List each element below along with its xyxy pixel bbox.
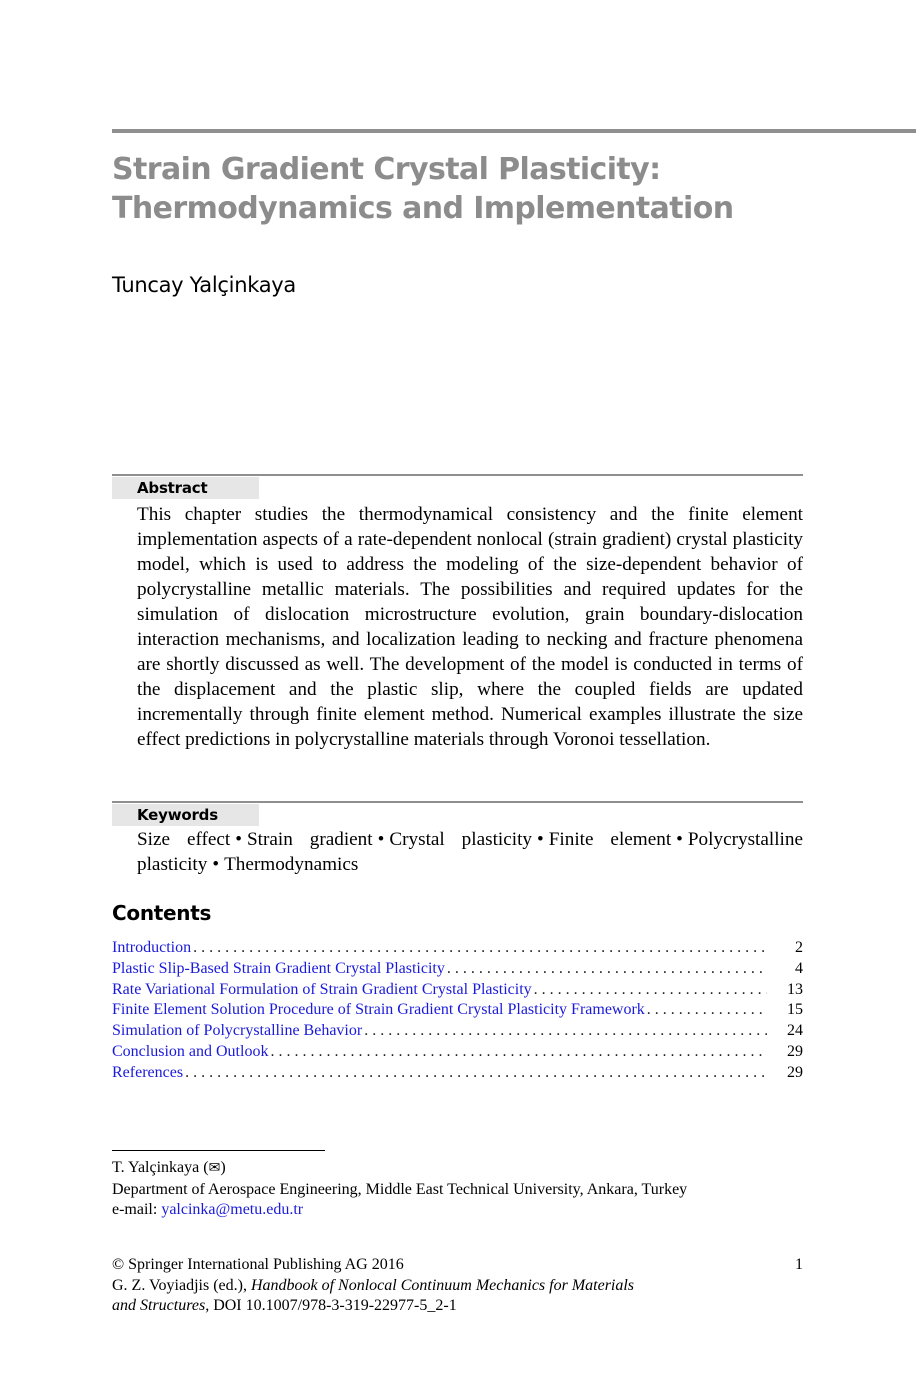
publication-footer	[112, 1255, 712, 1317]
keywords-label: Keywords	[137, 806, 218, 824]
author-name: Tuncay Yalçinkaya	[112, 273, 296, 297]
envelope-icon: ✉	[208, 1161, 221, 1176]
email-label: e-mail:	[112, 1201, 158, 1218]
title-line-2: Thermodynamics and Implementation	[112, 191, 734, 226]
doi-line: , DOI 10.1007/978-3-319-22977-5_2-1	[205, 1297, 457, 1314]
keywords-rule	[112, 801, 803, 803]
footnote-rule	[112, 1150, 325, 1151]
editor-line: G. Z. Voyiadjis (ed.),	[112, 1276, 247, 1294]
keyword: Thermodynamics	[224, 854, 359, 875]
toc-leader-dots	[362, 1021, 767, 1042]
keyword: Strain gradient	[246, 829, 373, 850]
toc-link-conclusion[interactable]: Conclusion and Outlook	[112, 1042, 269, 1060]
toc-leader-dots	[191, 938, 767, 959]
author-footnote: T. Yalçinkaya (✉) Department of Aerospace Engineering, Middle East Technical University, Ankara, Turkey e-mail: yalcinka@metu.edu.tr	[112, 1159, 688, 1218]
toc-link-rate-variational[interactable]: Rate Variational Formulation of Strain Gradient Crystal Plasticity	[112, 980, 532, 998]
toc-page-number: 24	[787, 1022, 803, 1040]
toc-leader-dots	[645, 1000, 767, 1021]
chapter-title	[112, 150, 872, 228]
top-rule	[112, 129, 916, 133]
toc-link-plastic-slip[interactable]: Plastic Slip-Based Strain Gradient Crystal Plasticity	[112, 959, 445, 977]
page-number: 1	[795, 1256, 803, 1273]
toc-page-number: 15	[787, 1001, 803, 1019]
toc-page-number: 2	[795, 939, 803, 956]
table-of-contents	[112, 938, 803, 1084]
footnote-author-name: T. Yalçinkaya	[112, 1159, 200, 1176]
bullet-separator: •	[676, 829, 683, 850]
abstract-label: Abstract	[137, 479, 208, 497]
toc-leader-dots	[183, 1063, 767, 1084]
toc-entry[interactable]	[112, 1063, 803, 1084]
toc-link-references[interactable]: References	[112, 1063, 184, 1081]
bullet-separator: •	[537, 829, 544, 850]
toc-entry[interactable]	[112, 938, 803, 959]
toc-entry[interactable]	[112, 959, 803, 980]
keyword: Finite element	[548, 829, 672, 850]
toc-leader-dots	[268, 1042, 767, 1063]
toc-page-number: 13	[787, 980, 803, 998]
toc-link-simulation[interactable]: Simulation of Polycrystalline Behavior	[112, 1022, 363, 1040]
bullet-separator: •	[235, 829, 242, 850]
keyword: Polycrystalline plasticity	[137, 829, 803, 875]
title-line-1: Strain Gradient Crystal Plasticity:	[112, 152, 661, 187]
toc-entry[interactable]	[112, 1021, 803, 1042]
keyword: Size effect	[137, 829, 231, 850]
footnote-affiliation: Department of Aerospace Engineering, Middle East Technical University, Ankara, Turkey	[112, 1180, 688, 1198]
book-title-part-2: and Structures	[112, 1297, 206, 1314]
toc-link-introduction[interactable]: Introduction	[112, 939, 192, 956]
toc-leader-dots	[445, 959, 767, 980]
abstract-rule	[112, 474, 803, 476]
toc-leader-dots	[532, 980, 767, 1001]
keyword: Crystal plasticity	[389, 829, 533, 850]
toc-page-number: 29	[787, 1042, 803, 1060]
bullet-separator: •	[212, 854, 220, 875]
toc-link-finite-element[interactable]: Finite Element Solution Procedure of Strain Gradient Crystal Plasticity Framework	[112, 1001, 645, 1019]
bullet-separator: •	[377, 829, 385, 850]
book-title-part-1: Handbook of Nonlocal Continuum Mechanics for Materials	[250, 1276, 635, 1294]
contents-heading: Contents	[112, 901, 212, 925]
toc-entry[interactable]	[112, 1042, 803, 1063]
keywords-text	[137, 827, 803, 877]
toc-entry[interactable]	[112, 980, 803, 1001]
abstract-text: This chapter studies the thermodynamical consistency and the finite element implementation aspects of a rate-dependent nonlocal (strain gradient) crystal plasticity model, which is used to address the modeling of the size-dependent behavior of polycrystalline metallic materials. The possibilities and required updates for the simulation of dislocation microstructure evolution, grain boundary-dislocation interaction mechanisms, and localization leading to necking and fracture phenomena are shortly discussed as well. The development of the model is conducted in terms of the displacement and the plastic slip, where the coupled fields are updated incrementally through finite element method. Numerical examples illustrate the size effect predictions in polycrystalline materials through Voronoi tessellation.	[137, 504, 803, 750]
copyright-line: © Springer International Publishing AG 2016	[112, 1256, 404, 1273]
toc-page-number: 4	[795, 959, 803, 977]
toc-page-number: 29	[787, 1063, 803, 1081]
toc-entry[interactable]	[112, 1000, 803, 1021]
email-link[interactable]: yalcinka@metu.edu.tr	[161, 1201, 304, 1218]
